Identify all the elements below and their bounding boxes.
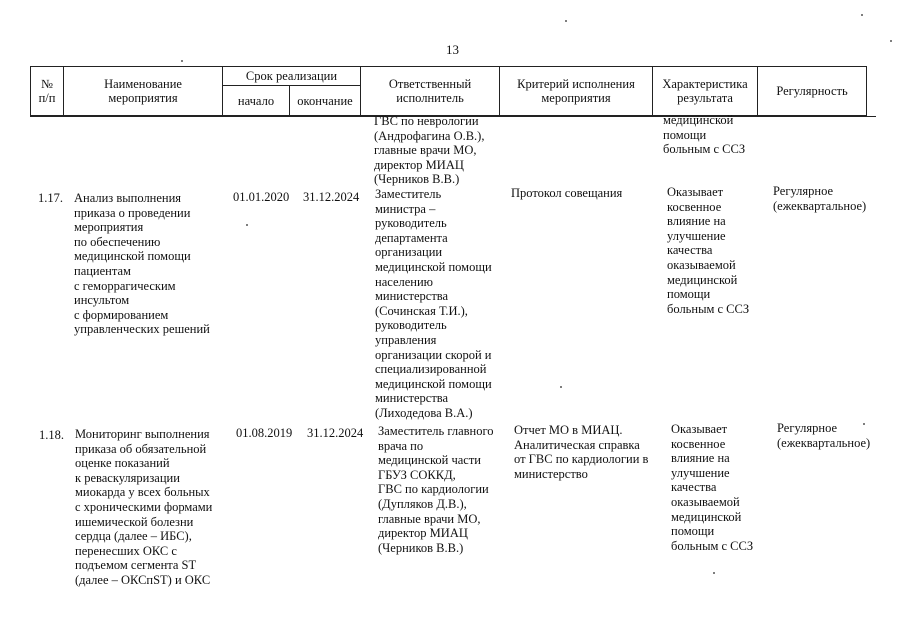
scan-speck — [181, 60, 183, 62]
header-period: Срок реализации — [223, 67, 361, 86]
row-end: 31.12.2024 — [307, 426, 364, 440]
row-num: 1.18. — [39, 428, 64, 442]
header-criterion: Критерий исполнения мероприятия — [500, 67, 653, 116]
page-number: 13 — [446, 42, 459, 57]
header-end: окончание — [290, 86, 361, 116]
carryover-result: медицинской помощи больным с ССЗ — [663, 113, 746, 157]
row-start: 01.08.2019 — [236, 426, 293, 440]
carryover-executor: ГВС по неврологии (Андрофагина О.В.), главные врачи МО, директор МИАЦ (Черников В.В.) — [374, 114, 485, 187]
scan-speck — [246, 224, 248, 226]
row-name: Анализ выполнения приказа о проведении мероприятия по обеспечению медицинской помощи пациентам с геморрагическим инсультом с формированием управленческих решений — [74, 191, 210, 337]
scan-speck — [863, 423, 865, 425]
row-regularity: Регулярное (ежеквартальное) — [777, 421, 871, 450]
header-num: № п/п — [31, 67, 64, 116]
row-criterion: Протокол совещания — [511, 186, 623, 200]
row-start: 01.01.2020 — [233, 190, 290, 204]
row-result: Оказывает косвенное влияние на улучшение качества оказываемой медицинской помощи больным с ССЗ — [671, 422, 754, 553]
header-executor: Ответственный исполнитель — [361, 67, 500, 116]
table-header — [30, 66, 867, 116]
scan-speck — [713, 572, 715, 574]
scan-speck — [861, 14, 863, 16]
scan-speck — [565, 20, 567, 22]
header-name: Наименование мероприятия — [64, 67, 223, 116]
row-criterion: Отчет МО в МИАЦ. Аналитическая справка от ГВС по кардиологии в министерство — [514, 423, 649, 481]
row-name: Мониторинг выполнения приказа об обязательной оценке показаний к реваскуляризации миокарда у всех больных с хроническими формами ишемической болезни сердца (далее – ИБС), перенесших ОКС с подъемом сегмента ST (далее – ОКСпST) и ОКС — [75, 427, 213, 587]
row-executor: Заместитель главного врача по медицинской части ГБУЗ СОККД, ГВС по кардиологии (Дупляков Д.В.), главные врачи МО, директор МИАЦ (Черников В.В.) — [378, 424, 494, 555]
scan-speck — [890, 40, 892, 42]
row-regularity: Регулярное (ежеквартальное) — [773, 184, 867, 213]
header-result: Характеристика результата — [653, 67, 758, 116]
header-regularity: Регулярность — [758, 67, 867, 116]
row-executor: Заместитель министра – руководитель департамента организации медицинской помощи населению министерства (Сочинская Т.И.), руководитель управления организации скорой и специализированной медицинской помощи министерства (Лиходедова В.А.) — [375, 187, 492, 420]
scan-speck — [560, 386, 562, 388]
row-num: 1.17. — [38, 191, 63, 205]
header-start: начало — [223, 86, 290, 116]
row-end: 31.12.2024 — [303, 190, 360, 204]
row-result: Оказывает косвенное влияние на улучшение качества оказываемой медицинской помощи больным с ССЗ — [667, 185, 750, 316]
